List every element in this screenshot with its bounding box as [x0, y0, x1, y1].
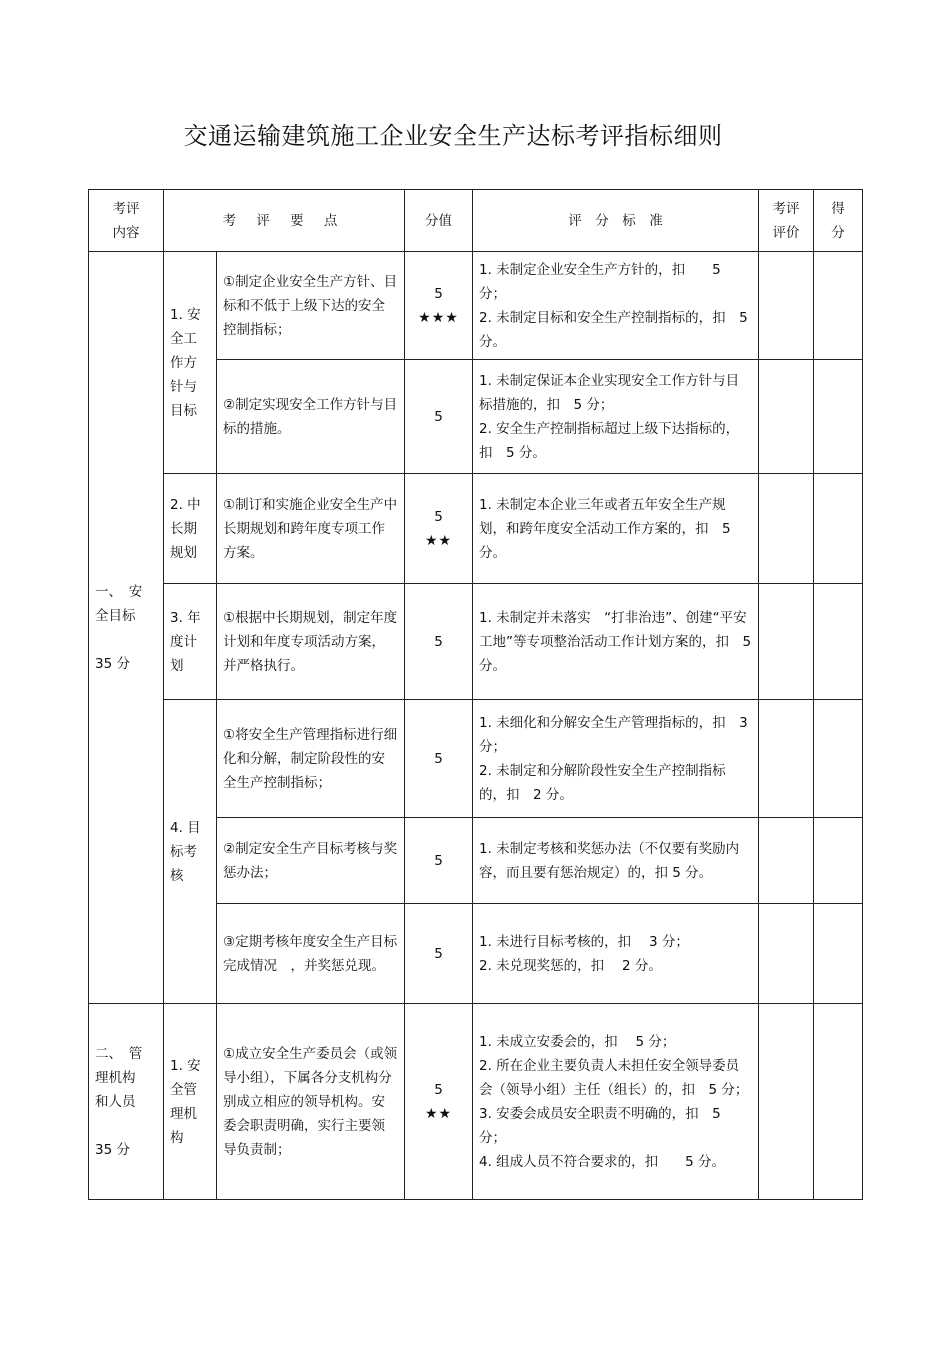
point-text: ②制定安全生产目标考核与奖惩办法； [217, 818, 405, 904]
evaluation-cell [759, 904, 814, 1004]
got-score-cell [814, 1004, 863, 1200]
score-cell: 5 [405, 700, 473, 818]
score-cell: 5 ★★ [405, 474, 473, 584]
evaluation-cell [759, 1004, 814, 1200]
table-row [89, 700, 863, 818]
importance-stars: ★★★ [418, 309, 459, 326]
header-got-score: 得 分 [814, 190, 863, 252]
got-score-cell [814, 252, 863, 360]
point-text: ①制定企业安全生产方针、目标和不低于上级下达的安全控制指标； [217, 252, 405, 360]
criteria-cell: 1. 未细化和分解安全生产管理指标的，扣 3 分； 2. 未制定和分解阶段性安全生产控制指标的，扣 2 分。 [473, 700, 759, 818]
criteria-cell: 1. 未进行目标考核的，扣 3 分； 2. 未兑现奖惩的，扣 2 分。 [473, 904, 759, 1004]
criteria-table [88, 189, 863, 1200]
section-title: 二、 管 理机构 和人员 35 分 [89, 1004, 164, 1200]
point-text: ①成立安全生产委员会（或领导小组），下属各分支机构分别成立相应的领导机构。安委会职责明确，实行主要领导负责制； [217, 1004, 405, 1200]
score-cell: 5 [405, 818, 473, 904]
score-cell: 5 ★★ [405, 1004, 473, 1200]
group-label: 3. 年度计划 [164, 584, 217, 700]
group-label: 2. 中长期规划 [164, 474, 217, 584]
importance-stars: ★★ [424, 532, 453, 549]
evaluation-cell [759, 700, 814, 818]
table-row [89, 1004, 863, 1200]
page-title: 交通运输建筑施工企业安全生产达标考评指标细则 [183, 122, 723, 150]
point-text: ②制定实现安全工作方针与目标的措施。 [217, 360, 405, 474]
header-content: 考评 内容 [89, 190, 164, 252]
criteria-cell: 1. 未制定本企业三年或者五年安全生产规划，和跨年度安全活动工作方案的，扣 5 分。 [473, 474, 759, 584]
criteria-cell: 1. 未制定并未落实 “打非治违”、创建“平安工地”等专项整治活动工作计划方案的，扣 5 分。 [473, 584, 759, 700]
group-label: 1. 安全管理机构 [164, 1004, 217, 1200]
criteria-cell: 1. 未制定保证本企业实现安全工作方针与目标措施的，扣 5 分； 2. 安全生产控制指标超过上级下达指标的，扣 5 分。 [473, 360, 759, 474]
criteria-cell: 1. 未成立安委会的，扣 5 分； 2. 所在企业主要负责人未担任安全领导委员会（领导小组）主任（组长）的，扣 5 分； 3. 安委会成员安全职责不明确的，扣 5 分； 4. 组成人员不符合要求的，扣 5 分。 [473, 1004, 759, 1200]
criteria-cell: 1. 未制定考核和奖惩办法（不仅要有奖励内容，而且要有惩治规定）的，扣 5 分。 [473, 818, 759, 904]
header-evaluation: 考评 评价 [759, 190, 814, 252]
got-score-cell [814, 700, 863, 818]
evaluation-cell [759, 584, 814, 700]
evaluation-cell [759, 360, 814, 474]
point-text: ③定期考核年度安全生产目标完成情况 ，并奖惩兑现。 [217, 904, 405, 1004]
evaluation-cell [759, 252, 814, 360]
point-text: ①根据中长期规划，制定年度计划和年度专项活动方案，并严格执行。 [217, 584, 405, 700]
header-points: 考 评 要 点 [164, 190, 405, 252]
section-title: 一、 安 全目标 35 分 [89, 252, 164, 1004]
table-header-row [89, 190, 863, 252]
evaluation-cell [759, 474, 814, 584]
score-cell: 5 [405, 584, 473, 700]
got-score-cell [814, 904, 863, 1004]
header-score: 分值 [405, 190, 473, 252]
criteria-cell: 1. 未制定企业安全生产方针的，扣 5 分； 2. 未制定目标和安全生产控制指标的，扣 5 分。 [473, 252, 759, 360]
got-score-cell [814, 584, 863, 700]
importance-stars: ★★ [424, 1105, 453, 1122]
group-label: 4. 目标考核 [164, 700, 217, 1004]
group-label: 1. 安全工作方针与目标 [164, 252, 217, 474]
point-text: ①将安全生产管理指标进行细化和分解，制定阶段性的安全生产控制指标； [217, 700, 405, 818]
table-row [89, 474, 863, 584]
table-row [89, 252, 863, 360]
score-cell: 5 [405, 360, 473, 474]
header-criteria: 评 分 标 准 [473, 190, 759, 252]
got-score-cell [814, 818, 863, 904]
got-score-cell [814, 474, 863, 584]
table-row [89, 584, 863, 700]
point-text: ①制订和实施企业安全生产中长期规划和跨年度专项工作方案。 [217, 474, 405, 584]
evaluation-cell [759, 818, 814, 904]
score-cell: 5 [405, 904, 473, 1004]
got-score-cell [814, 360, 863, 474]
score-cell: 5 ★★★ [405, 252, 473, 360]
